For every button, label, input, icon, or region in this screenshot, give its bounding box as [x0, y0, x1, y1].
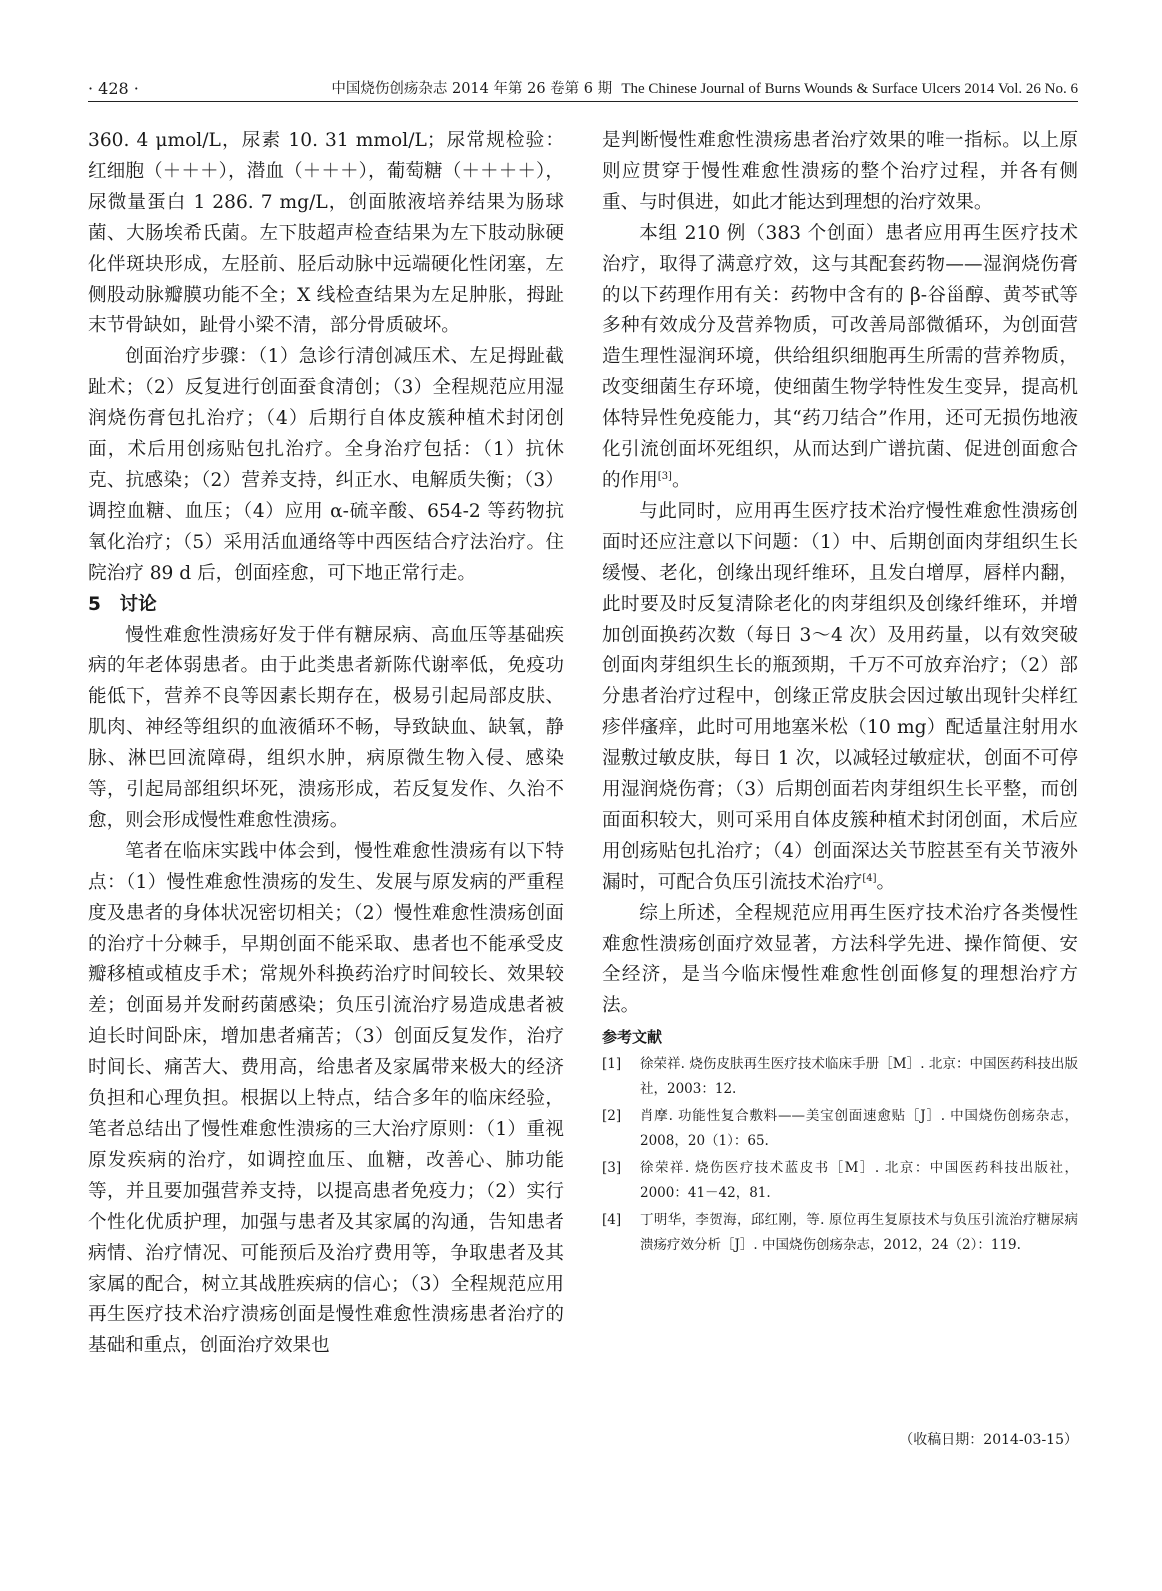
reference-number: [4]: [602, 1212, 622, 1229]
reference-item: [602, 1156, 1078, 1205]
reference-text: 徐荣祥. 烧伤皮肤再生医疗技术临床手册［M］. 北京：中国医药科技出版社，2003：12.: [640, 1056, 1078, 1097]
header-rule: [88, 101, 1078, 102]
reference-number: [3]: [602, 1160, 622, 1177]
reference-number: [2]: [602, 1108, 622, 1125]
journal-name-en: The Chinese Journal of Burns Wounds & Surface Ulcers 2014 Vol. 26 No. 6: [621, 81, 1078, 97]
page-number: · 428 ·: [88, 79, 139, 98]
journal-citation: [331, 76, 1078, 102]
discussion-paragraph-2: 笔者在临床实践中体会到，慢性难愈性溃疡有以下特点：（1）慢性难愈性溃疡的发生、发展与原发病的严重程度及患者的身体状况密切相关；（2）慢性难愈性溃疡创面的治疗十分棘手，早期创面不能采取、患者也不能承受皮瓣移植或植皮手术；常规外科换药治疗时间较长、效果较差；创面易并发耐药菌感染；负压引流治疗易造成患者被迫长时间卧床，增加患者痛苦；（3）创面反复发作，治疗时间长、痛苦大、费用高，给患者及家属带来极大的经济负担和心理负担。根据以上特点，结合多年的临床经验，笔者总结出了慢性难愈性溃疡的三大治疗原则：（1）重视原发疾病的治疗，如调控血压、血糖，改善心、肺功能等，并且要加强营养支持，以提高患者免疫力；（2）实行个性化优质护理，加强与患者及其家属的沟通，告知患者病情、治疗情况、可能预后及治疗费用等，争取患者及其家属的配合，树立其战胜疾病的信心；（3）全程规范应用再生医疗技术治疗溃疡创面是慢性难愈性溃疡患者治疗的基础和重点，创面治疗效果也: [88, 840, 564, 1357]
discussion-paragraph-5: [602, 497, 1078, 899]
right-column: [602, 126, 1078, 1501]
citation-3: [3]: [657, 470, 672, 482]
reference-item: [602, 1052, 1078, 1101]
paragraph-end: 。: [671, 469, 691, 491]
left-column: [88, 126, 564, 1566]
reference-text: 徐荣祥. 烧伤医疗技术蓝皮书［M］. 北京：中国医药科技出版社，2000：41－42，81.: [640, 1160, 1078, 1201]
case-paragraph-treatment: 创面治疗步骤：（1）急诊行清创减压术、左足拇趾截趾术；（2）反复进行创面蚕食清创；（3）全程规范应用湿润烧伤膏包扎治疗；（4）后期行自体皮簇种植术封闭创面，术后用创疡贴包扎治疗。全身治疗包括：（1）抗休克、抗感染；（2）营养支持，纠正水、电解质失衡；（3）调控血糖、血压；（4）应用 α-硫辛酸、654-2 等药物抗氧化治疗；（5）采用活血通络等中西医结合疗法治疗。住院治疗 89 d 后，创面痊愈，可下地正常行走。: [88, 346, 564, 584]
conclusion-paragraph: 综上所述，全程规范应用再生医疗技术治疗各类慢性难愈性溃疡创面疗效显著，方法科学先进、操作简便、安全经济，是当今临床慢性难愈性创面修复的理想治疗方法。: [602, 902, 1078, 1017]
running-header: [88, 76, 1078, 102]
journal-name-cn: 中国烧伤创疡杂志 2014 年第 26 卷第 6 期: [331, 81, 613, 97]
references-heading: 参考文献: [602, 1028, 663, 1047]
reference-text: 丁明华，李贺海，邱红刚，等. 原位再生复原技术与负压引流治疗糖尿病溃疡疗效分析［J］. 中国烧伤创疡杂志，2012，24（2）：119.: [640, 1212, 1078, 1253]
reference-item: [602, 1104, 1078, 1153]
discussion-paragraph-1: 慢性难愈性溃疡好发于伴有糖尿病、高血压等基础疾病的年老体弱患者。由于此类患者新陈代谢率低，免疫功能低下，营养不良等因素长期存在，极易引起局部皮肤、肌肉、神经等组织的血液循环不畅，导致缺血、缺氧，静脉、淋巴回流障碍，组织水肿，病原微生物入侵、感染等，引起局部组织坏死，溃疡形成，若反复发作、久治不愈，则会形成慢性难愈性溃疡。: [88, 624, 564, 831]
case-paragraph-lab-results: 360. 4 μmol/L，尿素 10. 31 mmol/L；尿常规检验：红细胞（＋＋＋），潜血（＋＋＋），葡萄糖（＋＋＋＋），尿微量蛋白 1 286. 7 mg/L，创面脓液培养结果为肠球菌、大肠埃希氏菌。左下肢超声检查结果为左下肢动脉硬化伴斑块形成，左胫前、胫后动脉中远端硬化性闭塞，左侧股动脉瓣膜功能不全；X 线检查结果为左足肿胀，拇趾末节骨缺如，趾骨小梁不清，部分骨质破坏。: [88, 130, 564, 337]
reference-text: 肖摩. 功能性复合敷料——美宝创面速愈贴［J］. 中国烧伤创疡杂志，2008，20（1）：65.: [640, 1108, 1078, 1149]
paragraph-end: 。: [876, 871, 896, 893]
reference-number: [1]: [602, 1056, 622, 1073]
paragraph-text: 与此同时，应用再生医疗技术治疗慢性难愈性溃疡创面时还应注意以下问题：（1）中、后期创面肉芽组织生长缓慢、老化，创缘出现纤维环，且发白增厚，唇样内翻，此时要及时反复清除老化的肉芽组织及创缘纤维环，并增加创面换药次数（每日 3～4 次）及用药量，以有效突破创面肉芽组织生长的瓶颈期，千万不可放弃治疗；（2）部分患者治疗过程中，创缘正常皮肤会因过敏出现针尖样红疹伴瘙痒，此时可用地塞米松（10 mg）配适量注射用水湿敷过敏皮肤，每日 1 次，以减轻过敏症状，创面不可停用湿润烧伤膏；（3）后期创面若肉芽组织生长平整，而创面面积较大，则可采用自体皮簇种植术封闭创面，术后应用创疡贴包扎治疗；（4）创面深达关节腔甚至有关节液外漏时，可配合负压引流技术治疗: [602, 500, 1078, 893]
reference-list: [602, 1052, 1078, 1257]
discussion-paragraph-4: [602, 219, 1078, 497]
section-heading-discussion: 5 讨论: [88, 593, 157, 615]
discussion-paragraph-3: 是判断慢性难愈性溃疡患者治疗效果的唯一指标。以上原则应贯穿于慢性难愈性溃疡的整个治疗过程，并各有侧重、与时俱进，如此才能达到理想的治疗效果。: [602, 130, 1078, 213]
received-date: （收稿日期：2014-03-15）: [899, 1432, 1078, 1448]
paragraph-text: 本组 210 例（383 个创面）患者应用再生医疗技术治疗，取得了满意疗效，这与其配套药物——湿润烧伤膏的以下药理作用有关：药物中含有的 β-谷甾醇、黄芩甙等多种有效成分及营养物质，可改善局部微循环，为创面营造生理性湿润环境，供给组织细胞再生所需的营养物质，改变细菌生存环境，使细菌生物学特性发生变异，提高机体特异性免疫能力，其“药刀结合”作用，还可无损伤地液化引流创面坏死组织，从而达到广谱抗菌、促进创面愈合的作用: [602, 222, 1078, 491]
citation-4: [4]: [862, 872, 877, 884]
reference-item: [602, 1208, 1078, 1257]
